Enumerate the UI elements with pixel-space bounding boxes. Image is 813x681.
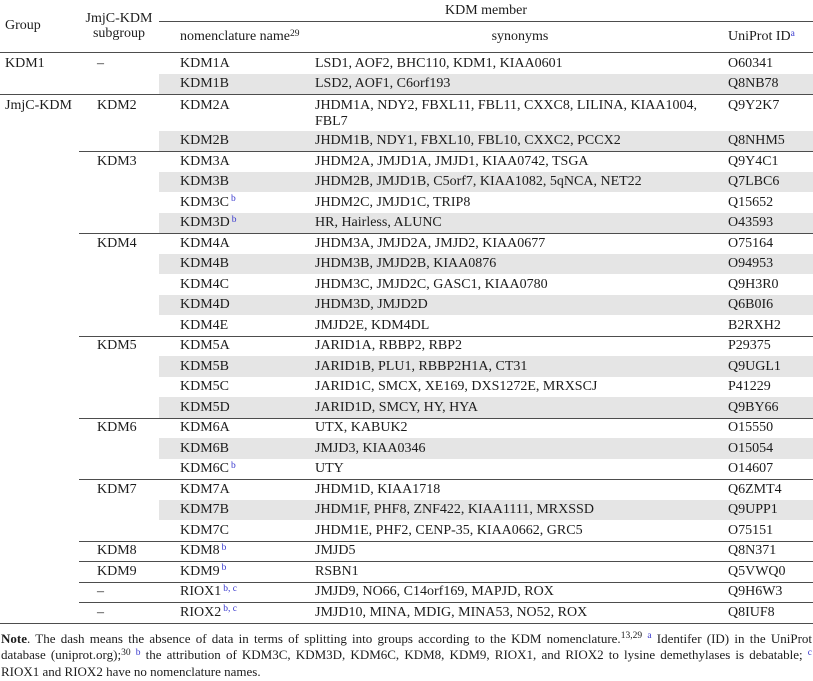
synonyms-cell — [315, 213, 725, 234]
synonyms-text: JARID1D, SMCY, HY, HYA — [315, 399, 478, 415]
table-row — [0, 561, 813, 582]
synonyms-text: RSBN1 — [315, 563, 359, 579]
synonyms-text: JMJD3, KIAA0346 — [315, 440, 426, 456]
group-cell — [0, 602, 79, 623]
synonyms-text: HR, Hairless, ALUNC — [315, 215, 442, 230]
synonyms-text: JARID1C, SMCX, XE169, DXS1272E, MRXSCJ — [315, 379, 598, 394]
uniprot-cell — [725, 151, 813, 172]
nomenclature-name: KDM1A — [180, 55, 230, 71]
table-row — [0, 418, 813, 439]
nomenclature-name: KDM4B — [180, 256, 230, 271]
table-body — [0, 53, 813, 624]
table-row — [0, 131, 813, 152]
synonyms-cell — [315, 95, 725, 131]
nomenclature-name: KDM8 — [180, 543, 220, 558]
group-label: KDM1 — [5, 55, 45, 71]
name-cell — [159, 479, 315, 500]
subgroup-header-line1: JmjC-KDM — [85, 11, 153, 26]
name-cell — [159, 418, 315, 439]
footnote-marker: a — [790, 28, 795, 39]
footnote-marker: b — [231, 460, 236, 471]
subgroup-label: KDM7 — [97, 481, 137, 497]
synonyms-cell — [315, 520, 725, 541]
synonyms-cell — [315, 479, 725, 500]
note-segment: 13,29 — [620, 631, 643, 641]
name-cell — [159, 274, 315, 295]
synonyms-text: JHDM2C, JMJD1C, TRIP8 — [315, 194, 471, 210]
synonyms-text: JMJD9, NO66, C14orf169, MAPJD, ROX — [315, 584, 554, 599]
nomenclature-name: KDM1B — [180, 76, 230, 91]
uniprot-id: Q9Y2K7 — [728, 97, 780, 113]
table-row — [0, 541, 813, 562]
uniprot-id: O75164 — [728, 235, 774, 251]
synonyms-cell — [315, 356, 725, 377]
note-segment: RIOX1 and RIOX2 have no nomenclature names. — [1, 664, 261, 680]
uniprot-id: Q9H6W3 — [728, 584, 783, 599]
synonyms-text: JHDM3A, JMJD2A, JMJD2, KIAA0677 — [315, 235, 546, 251]
synonyms-text: JMJD2E, KDM4DL — [315, 317, 430, 333]
name-cell — [159, 459, 315, 480]
name-cell — [159, 53, 315, 74]
uniprot-cell — [725, 336, 813, 357]
uniprot-cell — [725, 95, 813, 131]
uniprot-cell — [725, 131, 813, 152]
group-cell — [0, 541, 79, 562]
uniprot-id: O43593 — [728, 215, 774, 230]
nomenclature-name: KDM4A — [180, 235, 230, 251]
table-row — [0, 520, 813, 541]
synonyms-text: JHDM2A, JMJD1A, JMJD1, KIAA0742, TSGA — [315, 153, 589, 169]
synonyms-text: JMJD5 — [315, 543, 356, 558]
synonyms-cell — [315, 295, 725, 316]
group-cell — [0, 377, 79, 398]
name-cell — [159, 254, 315, 275]
nomenclature-name: RIOX2 — [180, 604, 222, 620]
synonyms-cell — [315, 336, 725, 357]
group-cell — [0, 131, 79, 152]
table-row — [0, 397, 813, 418]
group-cell — [0, 397, 79, 418]
subgroup-cell — [79, 151, 159, 172]
uniprot-cell — [725, 356, 813, 377]
column-header-synonyms: synonyms — [491, 29, 549, 44]
subgroup-label: KDM5 — [97, 338, 137, 353]
uniprot-id: P41229 — [728, 379, 771, 394]
table-row — [0, 582, 813, 603]
table-row — [0, 151, 813, 172]
nomenclature-name: KDM2A — [180, 97, 230, 113]
note-segment: Identifer (ID) in the UniProt database (uniprot.org); — [1, 630, 813, 663]
uniprot-id: B2RXH2 — [728, 317, 781, 333]
group-cell — [0, 356, 79, 377]
nomenclature-header-label: nomenclature name — [180, 29, 291, 44]
group-cell — [0, 295, 79, 316]
column-header-subgroup — [79, 11, 159, 41]
uniprot-cell — [725, 74, 813, 95]
uniprot-cell — [725, 172, 813, 193]
nomenclature-name: RIOX1 — [180, 584, 222, 599]
group-cell — [0, 438, 79, 459]
uniprot-cell — [725, 479, 813, 500]
synonyms-cell — [315, 172, 725, 193]
group-cell — [0, 561, 79, 582]
column-header-kdm-member: KDM member — [159, 0, 813, 22]
group-cell — [0, 192, 79, 213]
table-row — [0, 377, 813, 398]
note-segment: . The dash means the absence of data in terms of splitting into groups according to the KDM nomenclature. — [27, 630, 621, 646]
name-cell — [159, 315, 315, 336]
uniprot-cell — [725, 192, 813, 213]
uniprot-id: O15054 — [728, 440, 774, 456]
group-cell — [0, 459, 79, 480]
name-cell — [159, 561, 315, 582]
uniprot-id: Q9Y4C1 — [728, 153, 779, 169]
synonyms-text: JHDM1D, KIAA1718 — [315, 481, 441, 497]
synonyms-cell — [315, 459, 725, 480]
subgroup-cell — [79, 561, 159, 582]
table-row — [0, 233, 813, 254]
subgroup-cell — [79, 438, 159, 459]
uniprot-cell — [725, 213, 813, 234]
subgroup-cell — [79, 377, 159, 398]
reference-superscript: 29 — [290, 28, 300, 39]
name-cell — [159, 233, 315, 254]
column-header-group: Group — [5, 18, 41, 33]
nomenclature-name: KDM7A — [180, 481, 230, 497]
nomenclature-name: KDM6A — [180, 420, 230, 435]
uniprot-id: Q9UGL1 — [728, 358, 781, 374]
group-cell — [0, 74, 79, 95]
uniprot-id: Q9BY66 — [728, 399, 779, 415]
table-row — [0, 315, 813, 336]
name-cell — [159, 172, 315, 193]
footnote-marker: b — [231, 214, 237, 225]
nomenclature-name: KDM6B — [180, 440, 230, 456]
name-cell — [159, 377, 315, 398]
subgroup-cell — [79, 397, 159, 418]
note-segment: c — [807, 647, 813, 658]
synonyms-cell — [315, 274, 725, 295]
group-cell — [0, 53, 79, 74]
subgroup-label: – — [97, 584, 104, 599]
subgroup-label: KDM6 — [97, 420, 137, 435]
nomenclature-name: KDM3A — [180, 153, 230, 169]
footnote-marker: b — [221, 563, 227, 573]
table-row — [0, 172, 813, 193]
subgroup-cell — [79, 500, 159, 521]
uniprot-cell — [725, 254, 813, 275]
footnote-marker: b — [231, 194, 236, 204]
subgroup-label: KDM3 — [97, 153, 137, 169]
subgroup-cell — [79, 479, 159, 500]
note-segment: a — [647, 631, 652, 641]
note-segment — [131, 647, 136, 662]
table-row — [0, 192, 813, 213]
group-cell — [0, 95, 79, 131]
name-cell — [159, 336, 315, 357]
nomenclature-name: KDM4C — [180, 276, 230, 292]
nomenclature-name: KDM7B — [180, 502, 230, 517]
synonyms-text: JHDM1F, PHF8, ZNF422, KIAA1111, MRXSSD — [315, 502, 594, 517]
column-header-nomenclature — [159, 29, 315, 45]
uniprot-id: O75151 — [728, 522, 774, 538]
table-row — [0, 356, 813, 377]
uniprot-id: Q8N371 — [728, 543, 777, 558]
table-row — [0, 295, 813, 316]
table-row — [0, 459, 813, 480]
note-text — [1, 631, 812, 681]
uniprot-id: Q9H3R0 — [728, 276, 779, 292]
uniprot-cell — [725, 418, 813, 439]
uniprot-cell — [725, 397, 813, 418]
nomenclature-name: KDM7C — [180, 522, 230, 538]
subgroup-cell — [79, 53, 159, 74]
uniprot-id: Q6B0I6 — [728, 297, 774, 312]
subgroup-cell — [79, 131, 159, 152]
name-cell — [159, 356, 315, 377]
uniprot-id: P29375 — [728, 338, 771, 353]
uniprot-cell — [725, 295, 813, 316]
subgroup-cell — [79, 254, 159, 275]
synonyms-text: LSD2, AOF1, C6orf193 — [315, 76, 451, 91]
uniprot-id: Q9UPP1 — [728, 502, 778, 517]
group-cell — [0, 336, 79, 357]
subgroup-cell — [79, 95, 159, 131]
synonyms-text: JHDM3D, JMJD2D — [315, 297, 428, 312]
table-row — [0, 500, 813, 521]
group-cell — [0, 274, 79, 295]
uniprot-cell — [725, 582, 813, 603]
nomenclature-name: KDM3D — [180, 215, 230, 230]
uniprot-id: Q15652 — [728, 194, 774, 210]
synonyms-cell — [315, 233, 725, 254]
synonyms-cell — [315, 315, 725, 336]
subgroup-cell — [79, 74, 159, 95]
synonyms-cell — [315, 74, 725, 95]
synonyms-text: JARID1B, PLU1, RBBP2H1A, CT31 — [315, 358, 528, 374]
table-row — [0, 94, 813, 131]
uniprot-cell — [725, 274, 813, 295]
synonyms-cell — [315, 418, 725, 439]
synonyms-text: JHDM1A, NDY2, FBXL11, FBL11, CXXC8, LILINA, KIAA1004, FBL7 — [315, 97, 698, 129]
subgroup-cell — [79, 602, 159, 623]
synonyms-cell — [315, 53, 725, 74]
group-cell — [0, 151, 79, 172]
synonyms-text: JHDM3C, JMJD2C, GASC1, KIAA0780 — [315, 276, 548, 292]
column-header-uniprot — [725, 29, 813, 45]
subgroup-cell — [79, 315, 159, 336]
subgroup-cell — [79, 459, 159, 480]
synonyms-cell — [315, 151, 725, 172]
synonyms-text: UTY — [315, 461, 344, 476]
subgroup-label: – — [97, 55, 104, 71]
name-cell — [159, 520, 315, 541]
uniprot-cell — [725, 459, 813, 480]
table-row — [0, 254, 813, 275]
subgroup-label: KDM8 — [97, 543, 137, 558]
nomenclature-name: KDM4D — [180, 297, 230, 312]
synonyms-cell — [315, 377, 725, 398]
nomenclature-name: KDM6C — [180, 461, 230, 476]
table-row — [0, 213, 813, 234]
synonyms-text: JHDM2B, JMJD1B, C5orf7, KIAA1082, 5qNCA, NET22 — [315, 174, 642, 189]
uniprot-cell — [725, 315, 813, 336]
subgroup-cell — [79, 233, 159, 254]
name-cell — [159, 397, 315, 418]
table-header — [0, 0, 813, 53]
footnote-marker: b — [221, 542, 227, 553]
synonyms-cell — [315, 602, 725, 623]
synonyms-text: JARID1A, RBBP2, RBP2 — [315, 338, 463, 353]
table-row — [0, 74, 813, 95]
nomenclature-name: KDM5A — [180, 338, 230, 353]
nomenclature-name: KDM3C — [180, 194, 230, 210]
group-cell — [0, 233, 79, 254]
synonyms-text: JHDM3B, JMJD2B, KIAA0876 — [315, 256, 497, 271]
name-cell — [159, 602, 315, 623]
nomenclature-name: KDM2B — [180, 133, 230, 148]
group-cell — [0, 479, 79, 500]
nomenclature-name: KDM5D — [180, 399, 230, 415]
group-cell — [0, 582, 79, 603]
uniprot-id: Q5VWQ0 — [728, 563, 786, 579]
subgroup-label: KDM2 — [97, 97, 137, 113]
subgroup-cell — [79, 541, 159, 562]
uniprot-id: Q7LBC6 — [728, 174, 780, 189]
uniprot-cell — [725, 233, 813, 254]
uniprot-id: Q6ZMT4 — [728, 481, 782, 497]
subgroup-header-line2: subgroup — [92, 26, 146, 41]
subgroup-label: – — [97, 604, 104, 620]
synonyms-text: JHDM1B, NDY1, FBXL10, FBL10, CXXC2, PCCX2 — [315, 133, 621, 148]
name-cell — [159, 151, 315, 172]
subgroup-cell — [79, 295, 159, 316]
subgroup-cell — [79, 336, 159, 357]
group-cell — [0, 315, 79, 336]
name-cell — [159, 213, 315, 234]
synonyms-cell — [315, 500, 725, 521]
subgroup-cell — [79, 582, 159, 603]
uniprot-header-label: UniProt ID — [728, 29, 791, 44]
note-segment: the attribution of KDM3C, KDM3D, KDM6C, KDM8, KDM9, RIOX1, and RIOX2 to lysine demethylases is debatable; — [140, 647, 808, 663]
uniprot-id: Q8NB78 — [728, 76, 779, 91]
uniprot-id: O94953 — [728, 256, 774, 271]
synonyms-cell — [315, 192, 725, 213]
name-cell — [159, 192, 315, 213]
uniprot-cell — [725, 53, 813, 74]
name-cell — [159, 438, 315, 459]
uniprot-id: Q8NHM5 — [728, 133, 785, 148]
group-cell — [0, 500, 79, 521]
synonyms-cell — [315, 541, 725, 562]
uniprot-id: O60341 — [728, 55, 774, 71]
name-cell — [159, 295, 315, 316]
name-cell — [159, 500, 315, 521]
synonyms-cell — [315, 131, 725, 152]
uniprot-cell — [725, 520, 813, 541]
uniprot-id: O15550 — [728, 420, 774, 435]
subgroup-cell — [79, 418, 159, 439]
uniprot-cell — [725, 602, 813, 623]
name-cell — [159, 131, 315, 152]
note-segment: Note — [1, 630, 27, 646]
subgroup-cell — [79, 192, 159, 213]
nomenclature-name: KDM3B — [180, 174, 230, 189]
synonyms-cell — [315, 397, 725, 418]
subgroup-label: KDM4 — [97, 235, 137, 251]
group-cell — [0, 213, 79, 234]
synonyms-cell — [315, 438, 725, 459]
group-cell — [0, 520, 79, 541]
footnote-marker: b, c — [223, 583, 237, 594]
table-row — [0, 479, 813, 500]
group-cell — [0, 172, 79, 193]
group-cell — [0, 418, 79, 439]
subgroup-cell — [79, 274, 159, 295]
name-cell — [159, 541, 315, 562]
nomenclature-name: KDM9 — [180, 563, 220, 579]
uniprot-cell — [725, 541, 813, 562]
note-segment: b — [135, 647, 141, 658]
table-row — [0, 336, 813, 357]
name-cell — [159, 74, 315, 95]
uniprot-id: O14607 — [728, 461, 774, 476]
subgroup-label: KDM9 — [97, 563, 137, 579]
nomenclature-name: KDM5C — [180, 379, 230, 394]
uniprot-cell — [725, 438, 813, 459]
subgroup-cell — [79, 356, 159, 377]
uniprot-cell — [725, 561, 813, 582]
table-row — [0, 53, 813, 74]
table-row — [0, 602, 813, 623]
table-row — [0, 274, 813, 295]
synonyms-text: LSD1, AOF2, BHC110, KDM1, KIAA0601 — [315, 55, 563, 71]
uniprot-id: Q8IUF8 — [728, 604, 775, 620]
nomenclature-name: KDM4E — [180, 317, 229, 333]
group-label: JmjC-KDM — [5, 97, 72, 113]
note-segment: 30 — [121, 647, 131, 658]
subgroup-cell — [79, 520, 159, 541]
name-cell — [159, 582, 315, 603]
synonyms-text: JHDM1E, PHF2, CENP-35, KIAA0662, GRC5 — [315, 522, 583, 538]
table-row — [0, 438, 813, 459]
footnote-marker: b, c — [223, 604, 237, 614]
subgroup-cell — [79, 172, 159, 193]
table-note — [0, 631, 813, 681]
synonyms-cell — [315, 582, 725, 603]
synonyms-cell — [315, 561, 725, 582]
synonyms-text: JMJD10, MINA, MDIG, MINA53, NO52, ROX — [315, 604, 588, 620]
subgroup-cell — [79, 213, 159, 234]
synonyms-text: UTX, KABUK2 — [315, 420, 408, 435]
synonyms-cell — [315, 254, 725, 275]
uniprot-cell — [725, 500, 813, 521]
group-cell — [0, 254, 79, 275]
nomenclature-name: KDM5B — [180, 358, 230, 374]
name-cell — [159, 95, 315, 131]
uniprot-cell — [725, 377, 813, 398]
